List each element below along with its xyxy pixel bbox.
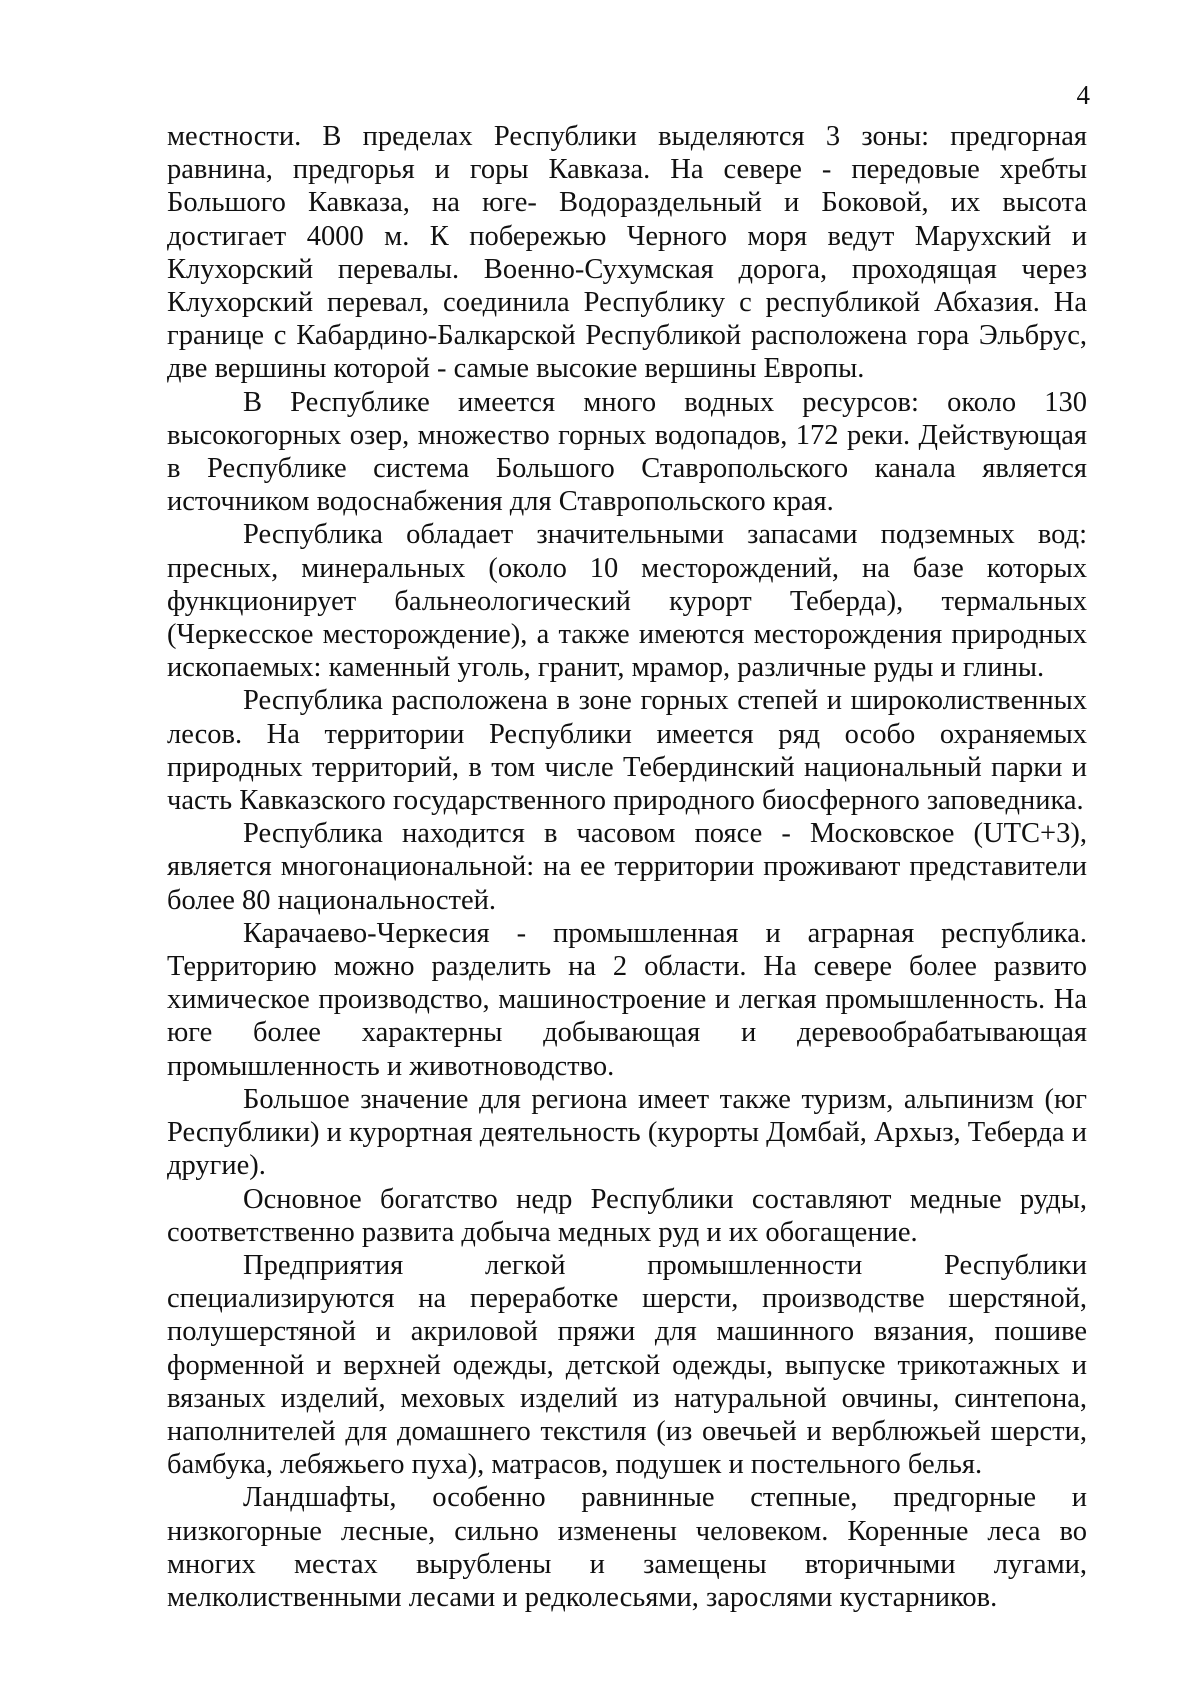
paragraph-tourism: Большое значение для региона имеет также туризм, альпинизм (юг Республики) и курортная деятельность (курорты Домбай, Архыз, Теберда и другие).: [167, 1083, 1087, 1182]
document-body: [167, 120, 1087, 1614]
paragraph-groundwater-minerals: Республика обладает значительными запасами подземных вод: пресных, минеральных (около 10 месторождений, на базе которых функционирует бальнеологический курорт Теберда), термальных (Черкесское месторождение), а также имеются месторождения природных ископаемых: каменный уголь, гранит, мрамор, различные руды и глины.: [167, 519, 1087, 684]
page-number: 4: [1076, 80, 1090, 110]
paragraph-terrain-zones: местности. В пределах Республики выделяются 3 зоны: предгорная равнина, предгорья и горы Кавказа. На севере - передовые хребты Большого Кавказа, на юге- Водораздельный и Боковой, их высота достигает 4000 м. К побережью Черного моря ведут Марухский и Клухорский перевалы. Военно-Сухумская дорога, проходящая через Клухорский перевал, соединила Республику с республикой Абхазия. На границе с Кабардино-Балкарской Республикой расположена гора Эльбрус, две вершины которой - самые высокие вершины Европы.: [167, 121, 1087, 385]
paragraph-water-resources: В Республике имеется много водных ресурсов: около 130 высокогорных озер, множество горных водопадов, 172 реки. Действующая в Республике система Большого Ставропольского канала является источником водоснабжения для Ставропольского края.: [167, 386, 1087, 518]
paragraph-time-zone-population: Республика находится в часовом поясе - Московское (UTC+3), является многонациональной: на ее территории проживают представители более 80 национальностей.: [167, 818, 1087, 916]
paragraph-industry-agriculture: Карачаево-Черкесия - промышленная и аграрная республика. Территорию можно разделить на 2 области. На севере более развито химическое производство, машиностроение и легкая промышленность. На юге более характерны добывающая и деревообрабатывающая промышленность и животноводство.: [167, 917, 1087, 1082]
paragraph-light-industry: Предприятия легкой промышленности Республики специализируются на переработке шерсти, производстве шерстяной, полушерстяной и акриловой пряжи для машинного вязания, пошиве форменной и верхней одежды, детской одежды, выпуске трикотажных и вязаных изделий, меховых изделий из натуральной овчины, синтепона, наполнителей для домашнего текстиля (из овечьей и верблюжьей шерсти, бамбука, лебяжьего пуха), матрасов, подушек и постельного белья.: [167, 1249, 1087, 1481]
paragraph-copper-ores: Основное богатство недр Республики составляют медные руды, соответственно развита добыча медных руд и их обогащение.: [167, 1183, 1087, 1248]
paragraph-forests-protected-areas: Республика расположена в зоне горных степей и широколиственных лесов. На территории Республики имеется ряд особо охраняемых природных территорий, в том числе Тебердинский национальный парки и часть Кавказского государственного природного биосферного заповедника.: [167, 685, 1087, 817]
paragraph-landscapes: Ландшафты, особенно равнинные степные, предгорные и низкогорные лесные, сильно изменены человеком. Коренные леса во многих местах вырублены и замещены вторичными лугами, мелколиственными лесами и редколесьями, зарослями кустарников.: [167, 1482, 1087, 1613]
